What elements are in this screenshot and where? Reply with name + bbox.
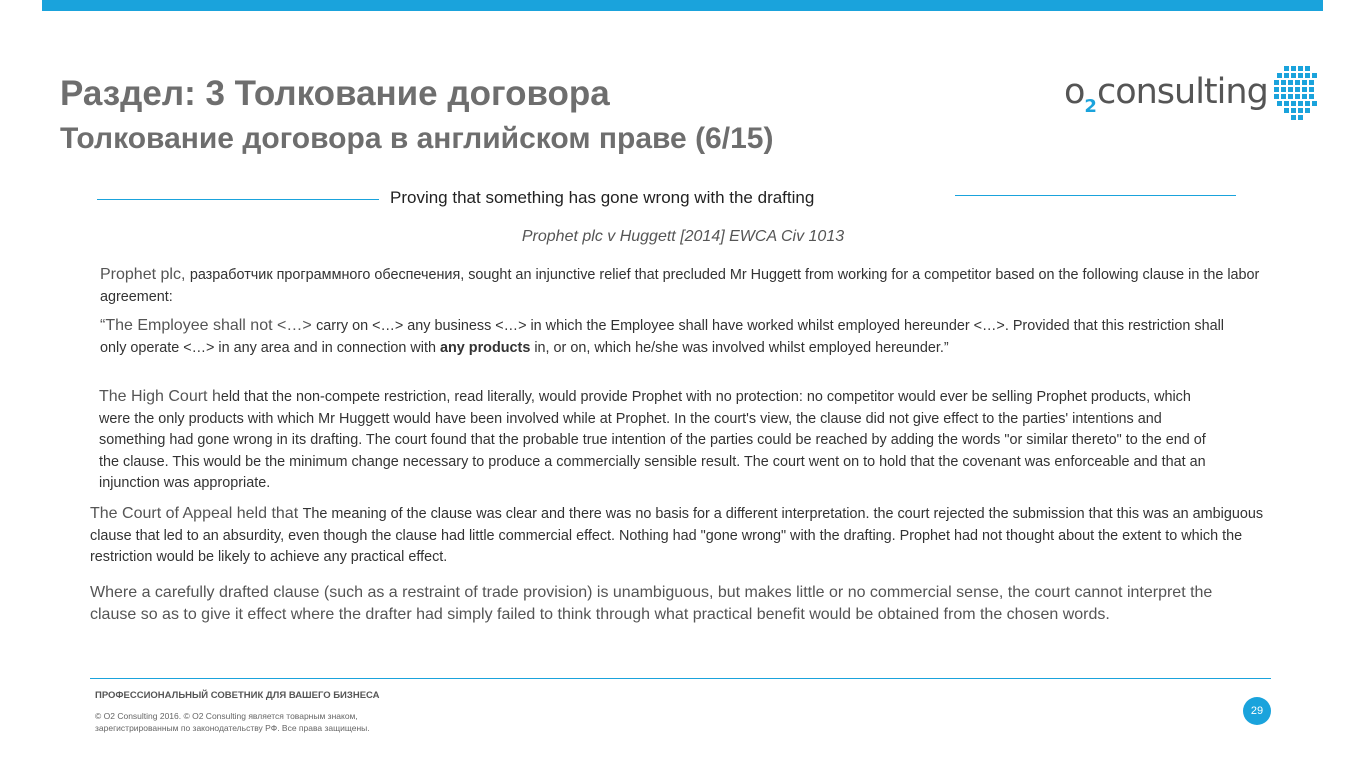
- intro-paragraph: [100, 264, 1260, 308]
- heading-rule-left: [97, 199, 379, 200]
- copyright-line-1: © O2 Consulting 2016. © O2 Consulting является товарным знаком,: [95, 711, 358, 721]
- high-court-text: eld that the non-compete restriction, read literally, would provide Prophet with no protection: no competitor would ever be selling Prophet products, which were the only products with which Mr Huggett would have been involved while at Prophet. In the court's view, the clause did not give effect to the parties' intentions and something had gone wrong in its drafting. The court found that the probable true intention of the parties could be reached by adding the words "or similar thereto" to the end of the clause. This would be the minimum change necessary to produce a commercially sensible result. The court went on to hold that the covenant was enforceable and that an injunction was appropriate.: [99, 389, 1206, 491]
- intro-lead: Prophet plc,: [100, 266, 190, 283]
- quote-bold: any products: [440, 339, 531, 356]
- logo-subscript: 2: [1084, 96, 1096, 117]
- page-subtitle: Толкование договора в английском праве (6/15): [60, 122, 774, 155]
- clause-quote: [100, 315, 1240, 359]
- page-title: Раздел: 3 Толкование договора: [60, 74, 610, 113]
- case-citation: Prophet plc v Huggett [2014] EWCA Civ 1013: [521, 228, 845, 245]
- high-court-lead: The High Court h: [99, 388, 221, 405]
- globe-logo-icon: [1272, 64, 1320, 124]
- quote-text-1: carry on <…> any business <…> in which the Employee shall have worked whilst employed hereunder <…>. Provided that this restriction shall only operate <…> in any area and in connection with: [100, 318, 1224, 356]
- appeal-lead: The Court of Appeal held that: [90, 505, 303, 522]
- footer-rule: [90, 678, 1271, 679]
- intro-text: разработчик программного обеспечения, sought an injunctive relief that precluded Mr Huggett from working for a competitor based on the following clause in the labor agreement:: [100, 267, 1260, 305]
- footer-copyright: [95, 710, 370, 734]
- logo-prefix: o: [1064, 72, 1085, 112]
- footer-tagline: ПРОФЕССИОНАЛЬНЫЙ СОВЕТНИК ДЛЯ ВАШЕГО БИЗНЕСА: [95, 690, 380, 701]
- logo-word: consulting: [1096, 72, 1268, 112]
- top-accent-bar: [42, 0, 1323, 11]
- heading-rule-right: [955, 195, 1236, 196]
- quote-text-2: in, or on, which he/she was involved whilst employed hereunder.”: [530, 339, 949, 356]
- appeal-paragraph: [90, 503, 1280, 569]
- appeal-text: The meaning of the clause was clear and there was no basis for a different interpretation. the court rejected the submission that this was an ambiguous clause that led to an absurdity, even though the clause had little commercial effect. Nothing had "gone wrong" with the drafting. Prophet had not thought about the extent to which the restriction would be likely to achieve any practical effect.: [90, 506, 1264, 565]
- quote-lead: “The Employee shall not <…>: [100, 317, 317, 334]
- company-logo: [1064, 72, 1268, 117]
- conclusion-paragraph: Where a carefully drafted clause (such as a restraint of trade provision) is unambiguous, but makes little or no commercial sense, the court cannot interpret the clause so as to give it effect where the drafter had simply failed to think through what practical benefit would be obtained from the chosen words.: [90, 584, 1213, 623]
- high-court-paragraph: [99, 386, 1209, 495]
- page-number-badge: 29: [1243, 697, 1271, 725]
- section-heading: Proving that something has gone wrong with the drafting: [390, 188, 815, 207]
- copyright-line-2: зарегистрированным по законодательству РФ. Все права защищены.: [95, 723, 370, 733]
